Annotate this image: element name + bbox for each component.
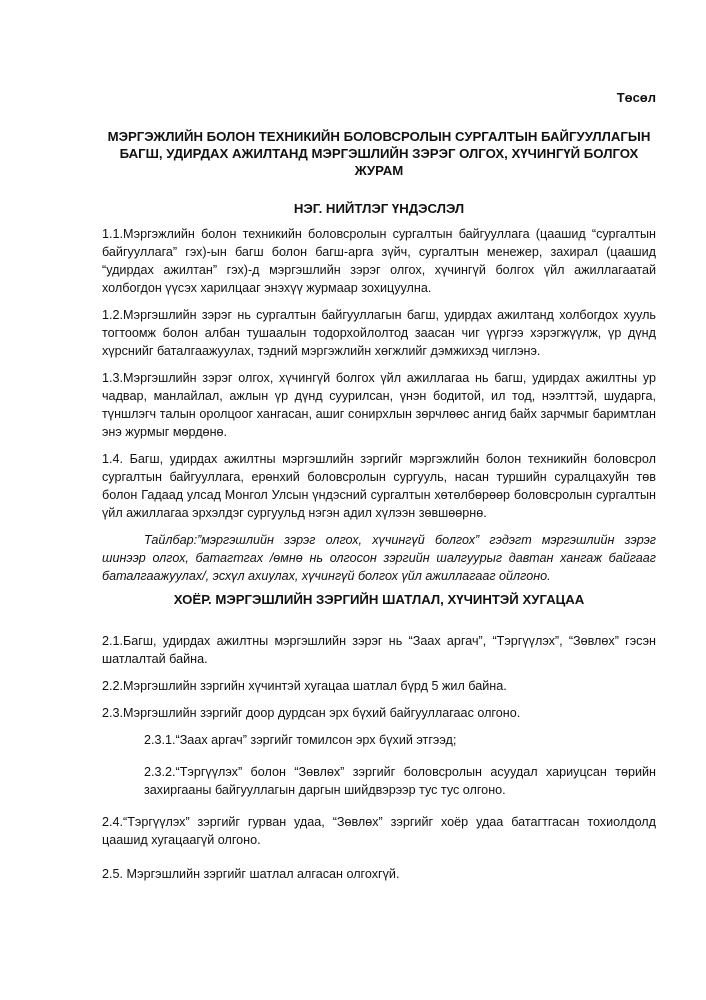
paragraph-2-1: 2.1.Багш, удирдах ажилтны мэргэшлийн зэрэг нь “Заах аргач”, “Тэргүүлэх”, “Зөвлөх” гэсэн шатлалтай байна. [102, 634, 656, 666]
draft-label: Төсөл [616, 90, 656, 105]
paragraph-2-2: 2.2.Мэргэшлийн зэргийн хүчинтэй хугацаа шатлал бүрд 5 жил байна. [102, 679, 507, 693]
paragraph-1-2: 1.2.Мэргэшлийн зэрэг нь сургалтын байгууллагын багш, удирдах ажилтанд холбогдох хууль тогтоомж болон албан тушаалын тодорхойлолтод заасан чиг үүргээ хэрэгжүүлж, үр дүнд хүрснийг баталгаажуулах, тэдний мэргэжлийн хөгжлийг дэмжихэд чиглэнэ. [102, 308, 656, 358]
paragraph-1-1: 1.1.Мэргэжлийн болон техникийн боловсролын сургалтын байгууллага (цаашид “сургалтын байгууллага” гэх)-ын багш болон багш-арга зүйч, сургалтын менежер, захирал (цаашид “удирдах ажилтан” гэх)-д мэргэшлийн зэрэг олгох, хүчингүй болгох үйл ажиллагаатай холбогдон үүсэх харилцааг энэхүү журмаар зохицуулна. [102, 227, 656, 295]
document-title: МЭРГЭЖЛИЙН БОЛОН ТЕХНИКИЙН БОЛОВСРОЛЫН СУРГАЛТЫН БАЙГУУЛЛАГЫН БАГШ, УДИРДАХ АЖИЛТАНД МЭРГЭШЛИЙН ЗЭРЭГ ОЛГОХ, ХҮЧИНГҮЙ БОЛГОХ ЖУРАМ [107, 129, 651, 178]
paragraph-2-3-2: 2.3.2.“Тэргүүлэх” болон “Зөвлөх” зэргийг боловсролын асуудал хариуцсан төрийн захиргааны байгууллагын даргын шийдвэрээр тус тус олгоно. [144, 765, 656, 797]
paragraph-1-3: 1.3.Мэргэшлийн зэрэг олгох, хүчингүй болгох үйл ажиллагаа нь багш, удирдах ажилтны ур чадвар, манлайлал, ажлын үр дүнд суурилсан, үнэн бодитой, ил тод, нээлттэй, шударга, түншлэгч талын оролцоог хангасан, ашиг сонирхлын зөрчлөөс ангид байх зарчмыг баримтлан энэ журмыг мөрдөнө. [102, 371, 656, 439]
section-1-heading: НЭГ. НИЙТЛЭГ ҮНДЭСЛЭЛ [293, 201, 465, 216]
paragraph-1-4: 1.4. Багш, удирдах ажилтны мэргэшлийн зэргийг мэргэжлийн болон техникийн боловсрол сургалтын байгууллага, ерөнхий боловсролын сургууль, насан туршийн суралцахуйн төв болон Гадаад улсад Монгол Улсын үндэсний сургалтын хөтөлбөрөөр боловсролын сургалтын үйл ажиллагаа эрхэлдэг сургуульд нэгэн адил хүлээн зөвшөөрнө. [102, 452, 656, 520]
paragraph-2-4: 2.4.“Тэргүүлэх” зэргийг гурван удаа, “Зөвлөх” зэргийг хоёр удаа батагтгасан тохиолдолд цаашид хугацаагүй олгоно. [102, 815, 656, 847]
note-paragraph: Тайлбар:”мэргэшлийн зэрэг олгох, хүчингүй болгох” гэдэгт мэргэшлийн зэрэг шинээр олгох, батагтгах /өмнө нь олгосон зэргийн шалгуурыг давтан хангаж байгааг баталгаажуулах/, эсхүл ахиулах, хүчингүй болгох үйл ажиллагааг ойлгоно. [102, 533, 656, 583]
document-page [102, 90, 656, 892]
paragraph-2-5: 2.5. Мэргэшлийн зэргийг шатлал алгасан олгохгүй. [102, 867, 400, 881]
section-2-heading: ХОЁР. МЭРГЭШЛИЙН ЗЭРГИЙН ШАТЛАЛ, ХҮЧИНТЭЙ ХУГАЦАА [173, 592, 585, 607]
paragraph-2-3-1: 2.3.1.“Заах аргач” зэргийг томилсон эрх бүхий этгээд; [144, 733, 457, 747]
paragraph-2-3: 2.3.Мэргэшлийн зэргийг доор дурдсан эрх бүхий байгууллагаас олгоно. [102, 706, 521, 720]
